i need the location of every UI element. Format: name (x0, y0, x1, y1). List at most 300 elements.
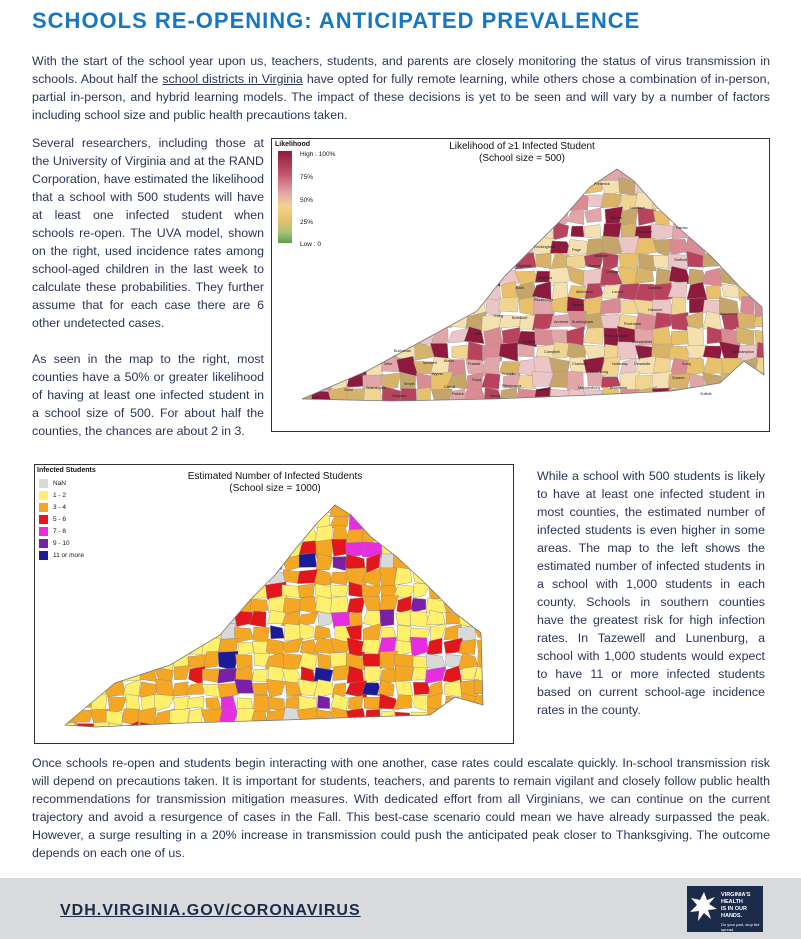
infected-county-region (491, 708, 510, 725)
likelihood-county-region (690, 176, 703, 193)
infected-county-region (91, 639, 108, 656)
infected-county-region (492, 614, 508, 625)
infected-county-region (234, 679, 255, 693)
infected-county-region (173, 682, 189, 696)
infected-county-region (363, 623, 381, 641)
infected-county-region (330, 652, 349, 667)
likelihood-county-region (451, 177, 469, 196)
likelihood-county-region (313, 283, 334, 301)
infected-county-region (217, 668, 237, 683)
infected-county-region (59, 597, 79, 614)
county-label: Lunenburg (590, 370, 609, 374)
infected-county-region (410, 637, 428, 657)
likelihood-county-region (431, 326, 448, 345)
likelihood-county-region (737, 254, 756, 271)
likelihood-county-region (467, 192, 486, 211)
likelihood-map-subtitle: (School size = 500) (479, 153, 565, 164)
likelihood-county-region (532, 405, 551, 421)
county-label: Scott (344, 388, 353, 392)
infected-county-region (173, 568, 186, 587)
likelihood-county-region (754, 180, 769, 193)
county-label: Bath (516, 286, 524, 290)
infected-county-region (250, 599, 268, 613)
infected-county-region (109, 555, 125, 572)
infected-county-region (266, 679, 285, 697)
county-label: Floyd (472, 378, 482, 382)
infected-county-region (154, 498, 174, 517)
infected-county-region (365, 710, 381, 727)
infected-county-region (188, 613, 205, 629)
infected-county-region (185, 724, 206, 739)
likelihood-county-region (382, 312, 401, 330)
county-label: Highland (516, 264, 531, 268)
infected-county-region (490, 554, 511, 572)
likelihood-county-region (450, 206, 469, 221)
infected-county-region (442, 525, 462, 545)
likelihood-county-region (345, 224, 366, 241)
infected-county-region (109, 499, 126, 514)
likelihood-county-region (315, 194, 333, 211)
infected-county-region (73, 542, 91, 559)
infected-students-paragraph: While a school with 500 students is likely to have at least one infected student in most counties, the estimated number of infected students is even higher in some areas. The map to the left shows the estimated number of infected students in a school with 1,000 students in each county. Schools in southern counties have the greatest risk for high infection rates. In Tazewell and Lunenburg, a school with 1,000 students would expect to have 11 or more infected students based on current school-age incidence rates in the county. (537, 469, 765, 717)
infected-county-region (107, 512, 126, 527)
likelihood-county-region (467, 178, 484, 193)
likelihood-county-region (722, 180, 740, 196)
infected-county-region (234, 511, 254, 530)
likelihood-county-region (685, 194, 704, 212)
likelihood-county-region (332, 299, 349, 317)
infected-county-region (90, 516, 111, 530)
infected-county-region (298, 584, 314, 598)
likelihood-county-region (295, 208, 317, 226)
infected-county-region (347, 597, 365, 613)
county-label: Greene (588, 264, 601, 268)
infected-county-region (411, 540, 429, 559)
county-label: Halifax (536, 388, 548, 392)
likelihood-county-region (481, 192, 503, 210)
infected-county-region (282, 497, 301, 514)
likelihood-county-region (363, 342, 383, 361)
infected-county-region (253, 627, 269, 642)
likelihood-county-region (669, 178, 690, 191)
likelihood-county-region (348, 328, 365, 341)
school-districts-link[interactable]: school districts in Virginia (162, 72, 303, 86)
likelihood-county-region (737, 162, 756, 181)
infected-county-region (219, 501, 234, 513)
likelihood-county-region (313, 357, 332, 376)
infected-county-region (91, 572, 111, 585)
infected-county-region (60, 526, 79, 543)
county-label: Frederick (594, 182, 610, 186)
likelihood-county-region (535, 179, 555, 195)
infected-county-region (202, 571, 223, 585)
infected-county-region (473, 568, 494, 585)
infected-county-region (361, 498, 382, 516)
infected-county-region (446, 541, 460, 558)
likelihood-county-region (431, 403, 450, 420)
infected-county-region (219, 585, 239, 596)
likelihood-county-region (723, 390, 738, 404)
likelihood-legend-75: 75% (300, 174, 314, 181)
infected-county-region (395, 513, 415, 526)
likelihood-legend-high: High : 100% (300, 151, 336, 158)
infected-county-region (410, 721, 428, 739)
county-label: Henry (490, 394, 501, 398)
county-label: Franklin (502, 372, 516, 376)
infected-county-region (474, 595, 494, 611)
logo-line-2: HEALTH (721, 899, 743, 905)
likelihood-county-region (484, 208, 503, 227)
infected-county-region (252, 683, 269, 695)
likelihood-county-region (483, 237, 500, 255)
infected-county-region (270, 625, 284, 638)
county-label: Madison (594, 254, 609, 258)
infected-county-region (92, 555, 106, 569)
infected-county-region (444, 680, 462, 697)
likelihood-county-region (382, 208, 401, 226)
likelihood-county-region (736, 192, 755, 210)
likelihood-county-region (430, 176, 451, 193)
infected-county-region (75, 614, 92, 629)
likelihood-county-region (533, 210, 554, 224)
likelihood-county-region (396, 403, 415, 420)
infected-county-region (459, 525, 478, 540)
infected-county-region (75, 583, 93, 598)
likelihood-county-region (721, 402, 739, 418)
infected-count-map-figure (34, 464, 514, 744)
likelihood-county-region (314, 313, 333, 330)
infected-county-region (62, 583, 79, 600)
infected-county-region (477, 651, 493, 667)
infected-county-region (298, 498, 317, 515)
county-label: Louisa (612, 290, 624, 294)
likelihood-county-region (468, 206, 486, 223)
county-label: Suffolk (700, 392, 712, 396)
likelihood-county-region (398, 180, 418, 192)
likelihood-county-region (294, 296, 315, 316)
infected-county-region (427, 540, 445, 558)
likelihood-county-region (364, 356, 383, 376)
likelihood-county-region (431, 195, 453, 210)
infected-county-region (410, 695, 429, 712)
infected-county-region (92, 670, 109, 683)
infected-county-region (155, 511, 175, 530)
likelihood-county-region (703, 357, 724, 374)
likelihood-county-region (466, 255, 482, 271)
county-label: Craig (494, 314, 504, 318)
likelihood-county-region (415, 177, 433, 194)
likelihood-county-region (363, 255, 384, 272)
likelihood-county-region (652, 195, 670, 209)
likelihood-county-region (379, 223, 400, 241)
infected-county-region (62, 694, 76, 712)
likelihood-county-region (721, 192, 740, 209)
infected-county-region (330, 572, 348, 585)
infected-county-region (73, 637, 92, 656)
infected-county-region (189, 625, 202, 640)
infected-county-region (173, 624, 191, 639)
likelihood-county-region (669, 389, 689, 407)
infected-county-region (140, 528, 158, 544)
infected-county-region (395, 498, 413, 512)
infected-county-region (217, 540, 236, 557)
infected-county-region (59, 556, 77, 572)
infected-county-region (202, 501, 223, 516)
infected-county-region (58, 542, 76, 558)
infected-county-region (490, 722, 508, 737)
infected-county-region (445, 583, 458, 600)
infected-county-region (349, 514, 363, 530)
infected-county-region (57, 652, 78, 670)
infected-county-region (74, 527, 94, 545)
infected-county-region (459, 513, 475, 529)
infected-county-region (221, 722, 235, 737)
infected-county-region (234, 584, 252, 600)
likelihood-county-region (499, 224, 519, 240)
infected-county-region (318, 653, 332, 669)
infected-county-region (475, 610, 491, 629)
likelihood-county-region (295, 182, 316, 194)
infected-county-region (475, 527, 494, 541)
likelihood-county-region (756, 238, 769, 255)
infected-county-region (203, 724, 220, 740)
infected-county-region (426, 598, 447, 613)
likelihood-county-region (484, 284, 501, 300)
infected-county-region (59, 568, 77, 586)
likelihood-county-region (295, 358, 314, 372)
infected-county-region (318, 721, 333, 739)
infected-county-region (106, 638, 125, 654)
infected-county-region (91, 694, 107, 711)
infected-county-region (220, 555, 237, 572)
likelihood-county-region (515, 192, 534, 210)
infected-county-region (172, 530, 190, 541)
likelihood-county-region (702, 208, 725, 223)
infected-county-region (74, 695, 94, 708)
likelihood-county-region (703, 222, 722, 239)
infected-county-region (142, 639, 157, 655)
infected-county-region (75, 515, 93, 528)
likelihood-county-region (312, 341, 334, 359)
infected-county-region (250, 557, 269, 572)
likelihood-county-region (652, 401, 674, 421)
likelihood-county-region (483, 255, 503, 272)
infected-county-region (138, 568, 156, 582)
county-label: Botetourt (512, 316, 528, 320)
likelihood-map-figure (271, 138, 770, 432)
infected-county-region (89, 656, 108, 670)
county-label: Augusta (538, 276, 552, 280)
infected-map-subtitle: (School size = 1000) (229, 483, 321, 494)
county-label: Amherst (554, 320, 569, 324)
infected-county-region (123, 569, 142, 586)
county-label: Campbell (544, 350, 561, 354)
infected-county-region (206, 557, 222, 572)
county-label: Fairfax (676, 226, 688, 230)
likelihood-map-svg (272, 139, 769, 431)
likelihood-county-region (329, 401, 349, 421)
infected-county-region (138, 501, 157, 515)
likelihood-county-region (363, 192, 384, 210)
infected-county-region (107, 525, 124, 542)
likelihood-county-region (329, 207, 348, 227)
likelihood-county-region (483, 221, 499, 242)
likelihood-county-region (753, 269, 769, 286)
likelihood-county-region (399, 296, 419, 315)
infected-county-region (460, 571, 477, 586)
infected-county-region (186, 500, 204, 516)
infected-county-region (171, 725, 190, 738)
likelihood-county-region (348, 312, 366, 330)
county-label: Giles (474, 332, 483, 336)
county-label: Warren (610, 216, 623, 220)
infected-county-region (93, 722, 110, 738)
infected-county-region (157, 651, 173, 670)
infected-county-region (489, 597, 510, 614)
county-label: Patrick (452, 392, 464, 396)
likelihood-legend-title: Likelihood (275, 141, 310, 148)
likelihood-county-region (294, 162, 313, 181)
likelihood-county-region (432, 166, 453, 182)
likelihood-county-region (367, 268, 383, 286)
likelihood-county-region (447, 296, 469, 314)
likelihood-county-region (311, 207, 333, 227)
likelihood-county-region (434, 252, 450, 270)
likelihood-county-region (753, 163, 769, 180)
intro-text-start: With the start of the school year upon us, teachers, students, and parents are closely monitoring the status of virus transmission in schools. About half the (32, 54, 770, 86)
county-label: Prince Edward (604, 334, 629, 338)
infected-map-title-text: Estimated Number of Infected Students (187, 471, 363, 482)
infected-county-region (495, 694, 510, 712)
county-label: Surry (682, 362, 692, 366)
likelihood-county-region (571, 226, 584, 237)
infected-county-region (394, 540, 413, 556)
infected-county-region (413, 567, 428, 585)
likelihood-county-region (550, 161, 571, 179)
likelihood-county-region (295, 404, 313, 422)
county-label: Sussex (672, 376, 685, 380)
county-label: Page (572, 248, 581, 252)
infected-county-region (477, 499, 495, 513)
county-label: Loudoun (630, 206, 645, 210)
likelihood-county-region (314, 239, 330, 255)
likelihood-county-region (737, 178, 757, 196)
infected-county-region (170, 610, 187, 627)
infected-county-region (490, 628, 510, 639)
likelihood-county-region (312, 163, 332, 180)
likelihood-county-region (672, 401, 689, 419)
infected-county-region (381, 512, 397, 531)
likelihood-legend-low: Low : 0 (300, 241, 321, 248)
infected-county-region (77, 567, 94, 583)
likelihood-county-region (517, 208, 538, 226)
infected-county-region (233, 499, 252, 516)
infected-county-region (125, 513, 140, 529)
likelihood-county-region (670, 207, 690, 223)
likelihood-county-region (311, 402, 332, 420)
infected-county-region (218, 516, 236, 528)
likelihood-county-region (345, 341, 366, 358)
infected-county-region (474, 554, 491, 572)
likelihood-county-region (671, 197, 690, 211)
infected-county-region (205, 582, 222, 601)
infected-legend-title: Infected Students (37, 467, 96, 474)
infected-county-region (330, 585, 348, 597)
likelihood-county-region (720, 207, 741, 224)
infected-county-region (154, 568, 174, 586)
likelihood-county-region (656, 268, 672, 285)
infected-county-region (282, 708, 298, 725)
likelihood-county-region (315, 268, 329, 283)
infected-county-region (346, 708, 366, 724)
likelihood-county-region (414, 164, 435, 181)
infected-county-region (157, 623, 173, 642)
likelihood-county-region (719, 237, 736, 256)
infected-county-region (365, 515, 381, 530)
county-label: Brunswick (610, 386, 628, 390)
logo-tagline: Do your part, stop the spread. (721, 922, 760, 932)
infected-county-region (124, 527, 143, 545)
likelihood-county-region (363, 329, 381, 344)
logo-line-4: HANDS. (721, 913, 743, 919)
hand-splash-icon (687, 886, 721, 932)
infected-county-region (395, 681, 412, 696)
infected-county-region (62, 625, 78, 640)
likelihood-county-region (551, 179, 572, 194)
infected-county-region (90, 542, 108, 556)
likelihood-county-region (380, 253, 398, 270)
infected-county-region (59, 514, 73, 531)
likelihood-county-region (583, 327, 603, 344)
infected-county-region (155, 640, 171, 657)
infected-county-region (93, 581, 111, 599)
infected-county-region (414, 499, 428, 516)
vdh-coronavirus-link[interactable]: VDH.VIRGINIA.GOV/CORONAVIRUS (60, 902, 361, 919)
likelihood-county-region (583, 390, 603, 407)
infected-county-region (58, 639, 78, 654)
likelihood-county-region (431, 282, 449, 300)
infected-county-region (285, 682, 300, 697)
likelihood-county-region (754, 387, 769, 405)
infected-county-region (110, 595, 124, 613)
likelihood-county-region (348, 300, 366, 312)
likelihood-county-region (383, 297, 401, 313)
likelihood-county-region (363, 297, 383, 317)
likelihood-county-region (435, 298, 449, 315)
infected-county-region (141, 624, 159, 640)
likelihood-county-region (467, 239, 484, 251)
likelihood-county-region (500, 236, 519, 253)
infected-county-region (458, 500, 475, 517)
infected-county-region (429, 583, 446, 599)
infected-county-region (124, 596, 139, 613)
likelihood-county-region (687, 162, 706, 179)
likelihood-county-region (740, 211, 759, 223)
likelihood-county-region (754, 283, 769, 300)
infected-legend-label: 11 or more (53, 552, 84, 559)
infected-legend-label: 9 - 10 (53, 540, 70, 547)
likelihood-county-region (363, 238, 382, 257)
likelihood-county-region (413, 403, 435, 420)
infected-county-region (477, 724, 493, 737)
infected-county-region (445, 499, 461, 514)
infected-county-region (382, 722, 398, 736)
likelihood-county-region (347, 177, 365, 196)
infected-county-region (138, 610, 157, 626)
likelihood-county-region (329, 161, 351, 182)
infected-county-region (460, 540, 476, 555)
likelihood-county-region (687, 326, 704, 346)
